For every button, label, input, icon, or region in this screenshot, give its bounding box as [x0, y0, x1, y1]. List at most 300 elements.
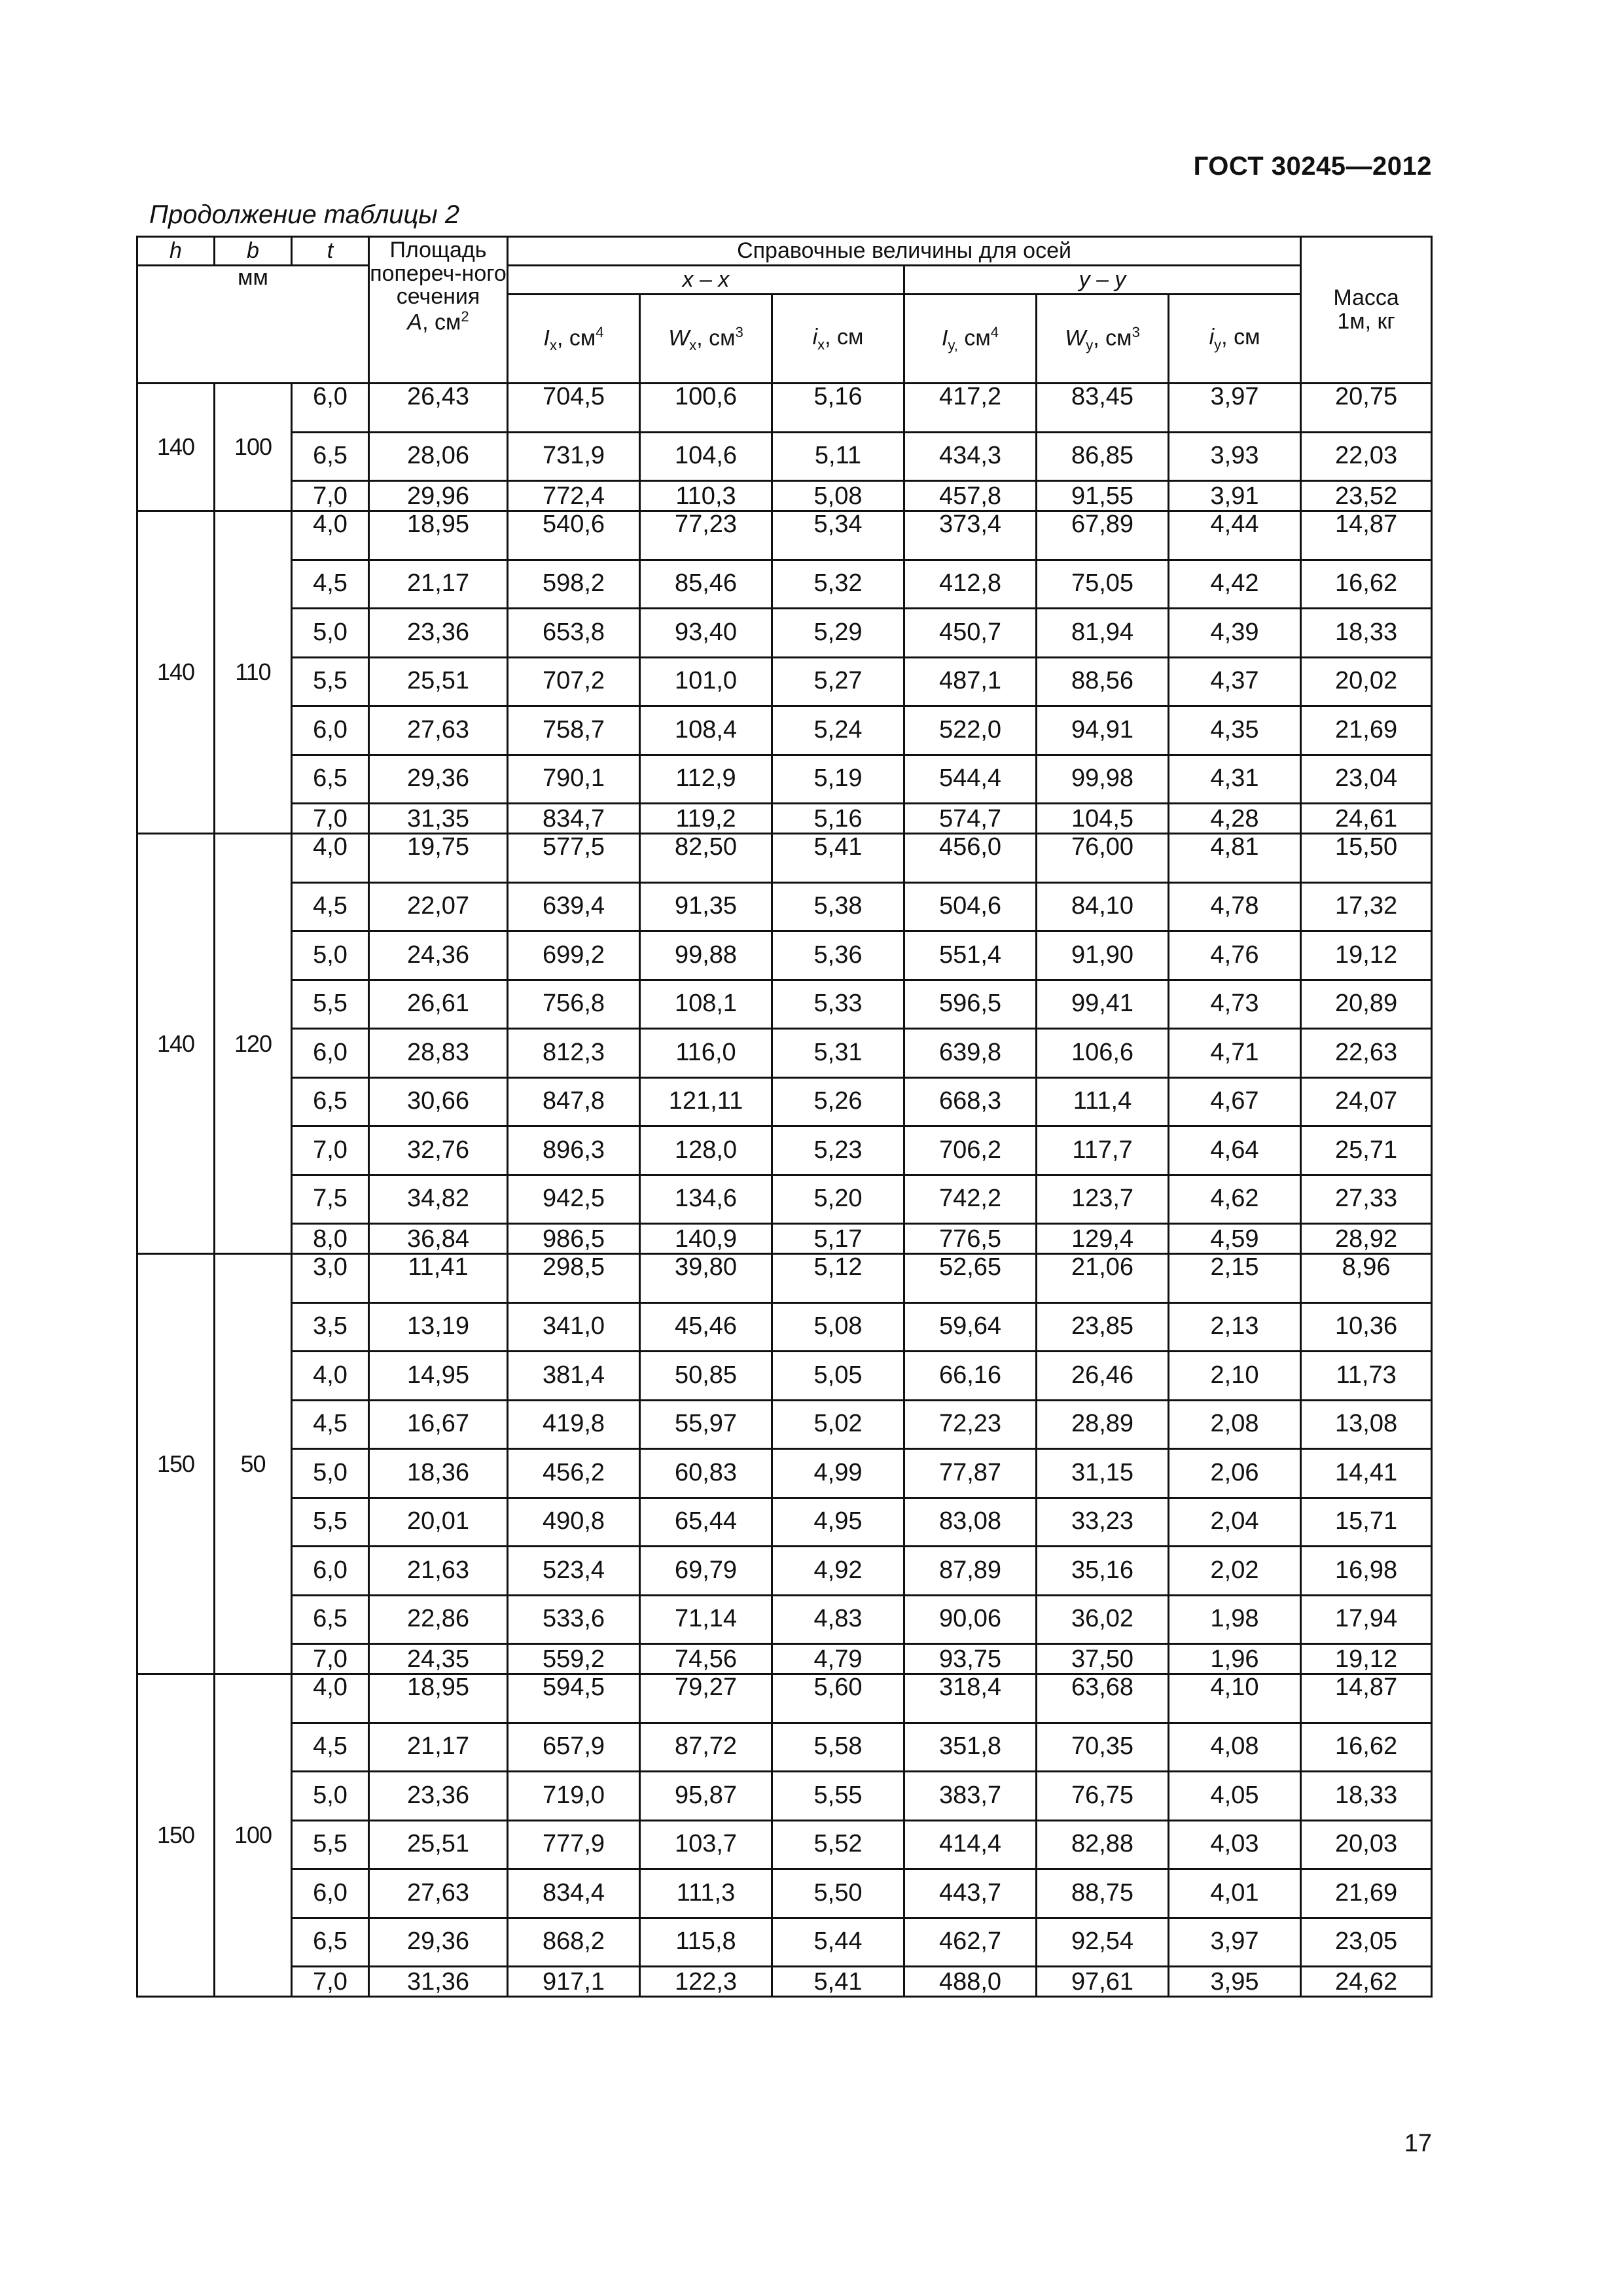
cell-t: 6,5: [292, 755, 369, 804]
cell-t: 4,0: [292, 834, 369, 883]
cell-mass: 19,12: [1301, 931, 1432, 980]
cell-h: 140: [137, 511, 215, 834]
cell-t: 4,5: [292, 1400, 369, 1449]
ix-symbol: I: [543, 325, 550, 351]
cell-wy: 67,89: [1037, 511, 1169, 560]
cell-rx: 5,44: [772, 1918, 904, 1967]
table-row: [137, 1723, 1432, 1772]
table-row: [137, 1302, 1432, 1352]
cell-area: 29,96: [369, 481, 508, 511]
cell-ix: 719,0: [508, 1772, 640, 1821]
cell-ry: 4,31: [1169, 755, 1301, 804]
table-row: [137, 1674, 1432, 1723]
cell-t: 3,5: [292, 1302, 369, 1352]
cell-rx: 4,79: [772, 1644, 904, 1674]
ry-symbol: i: [1209, 324, 1215, 350]
cell-iy: 742,2: [904, 1175, 1037, 1224]
cell-ry: 4,76: [1169, 931, 1301, 980]
cell-ry: 4,39: [1169, 609, 1301, 658]
cell-t: 6,0: [292, 384, 369, 433]
table-row: [137, 1595, 1432, 1644]
cell-t: 6,0: [292, 1029, 369, 1078]
cell-ry: 1,96: [1169, 1644, 1301, 1674]
cell-wy: 82,88: [1037, 1820, 1169, 1869]
cell-rx: 5,38: [772, 882, 904, 931]
cell-wy: 70,35: [1037, 1723, 1169, 1772]
cell-mass: 18,33: [1301, 609, 1432, 658]
cell-ix: 756,8: [508, 980, 640, 1029]
cell-mass: 18,33: [1301, 1772, 1432, 1821]
table-row: [137, 1498, 1432, 1547]
cell-area: 26,61: [369, 980, 508, 1029]
cell-t: 4,0: [292, 1352, 369, 1401]
cell-wx: 71,14: [640, 1595, 772, 1644]
cell-mass: 16,62: [1301, 560, 1432, 609]
cell-h: 150: [137, 1674, 215, 1997]
cell-area: 24,35: [369, 1644, 508, 1674]
ry-subscript: y: [1214, 336, 1222, 353]
cell-wx: 79,27: [640, 1674, 772, 1723]
table-caption: Продолжение таблицы 2: [149, 200, 460, 229]
cell-wy: 106,6: [1037, 1029, 1169, 1078]
cell-rx: 5,33: [772, 980, 904, 1029]
cell-rx: 4,99: [772, 1449, 904, 1498]
cell-mass: 14,87: [1301, 1674, 1432, 1723]
cell-area: 18,95: [369, 511, 508, 560]
cell-t: 7,0: [292, 1126, 369, 1175]
cell-wx: 87,72: [640, 1723, 772, 1772]
cell-rx: 5,16: [772, 804, 904, 834]
unit-mm-header: мм: [137, 266, 369, 384]
cell-t: 5,5: [292, 1820, 369, 1869]
cell-t: 7,5: [292, 1175, 369, 1224]
cell-wx: 55,97: [640, 1400, 772, 1449]
cell-wy: 36,02: [1037, 1595, 1169, 1644]
cell-ry: 4,59: [1169, 1224, 1301, 1254]
iy-exponent: 4: [990, 323, 999, 340]
cell-iy: 90,06: [904, 1595, 1037, 1644]
cell-t: 5,0: [292, 1449, 369, 1498]
cell-ry: 2,15: [1169, 1254, 1301, 1303]
cell-wx: 140,9: [640, 1224, 772, 1254]
cell-rx: 4,83: [772, 1595, 904, 1644]
cell-ix: 942,5: [508, 1175, 640, 1224]
cell-ix: 834,4: [508, 1869, 640, 1918]
axis-x-header: x – x: [508, 266, 904, 295]
cell-ix: 758,7: [508, 706, 640, 755]
table-row: [137, 1126, 1432, 1175]
cell-area: 19,75: [369, 834, 508, 883]
cell-wy: 99,98: [1037, 755, 1169, 804]
cell-wx: 99,88: [640, 931, 772, 980]
cell-rx: 5,17: [772, 1224, 904, 1254]
cell-ix: 298,5: [508, 1254, 640, 1303]
cell-wx: 95,87: [640, 1772, 772, 1821]
cell-iy: 383,7: [904, 1772, 1037, 1821]
cell-mass: 23,04: [1301, 755, 1432, 804]
iy-symbol: I: [941, 325, 948, 351]
cell-iy: 434,3: [904, 432, 1037, 481]
cell-h: 150: [137, 1254, 215, 1674]
cell-wy: 76,75: [1037, 1772, 1169, 1821]
cell-ix: 772,4: [508, 481, 640, 511]
cell-wx: 60,83: [640, 1449, 772, 1498]
cell-wy: 21,06: [1037, 1254, 1169, 1303]
area-symbol: A: [407, 310, 423, 335]
cell-b: 120: [215, 834, 292, 1254]
cell-rx: 5,16: [772, 384, 904, 433]
cell-area: 20,01: [369, 1498, 508, 1547]
table-row: [137, 1820, 1432, 1869]
cell-mass: 10,36: [1301, 1302, 1432, 1352]
cell-wy: 35,16: [1037, 1547, 1169, 1596]
cell-b: 100: [215, 384, 292, 511]
area-exponent: 2: [461, 308, 469, 325]
table-row: [137, 1772, 1432, 1821]
cell-ry: 2,08: [1169, 1400, 1301, 1449]
cell-area: 29,36: [369, 1918, 508, 1967]
cell-ry: 4,71: [1169, 1029, 1301, 1078]
cell-ry: 4,37: [1169, 657, 1301, 706]
table-row: [137, 384, 1432, 433]
cell-iy: 52,65: [904, 1254, 1037, 1303]
cell-ry: 2,02: [1169, 1547, 1301, 1596]
cell-t: 5,5: [292, 1498, 369, 1547]
cell-ix: 657,9: [508, 1723, 640, 1772]
cell-t: 5,5: [292, 657, 369, 706]
cell-area: 23,36: [369, 1772, 508, 1821]
cell-mass: 15,71: [1301, 1498, 1432, 1547]
cell-ix: 704,5: [508, 384, 640, 433]
cell-iy: 504,6: [904, 882, 1037, 931]
wx-exponent: 3: [735, 323, 743, 340]
cell-t: 5,0: [292, 931, 369, 980]
cell-iy: 417,2: [904, 384, 1037, 433]
cell-h: 140: [137, 384, 215, 511]
cell-iy: 414,4: [904, 1820, 1037, 1869]
cell-iy: 66,16: [904, 1352, 1037, 1401]
cell-wx: 112,9: [640, 755, 772, 804]
cell-mass: 25,71: [1301, 1126, 1432, 1175]
iy-unit: см: [957, 325, 991, 351]
cell-rx: 5,11: [772, 432, 904, 481]
cell-wx: 65,44: [640, 1498, 772, 1547]
cell-ry: 4,81: [1169, 834, 1301, 883]
table-row: [137, 1224, 1432, 1254]
cell-wy: 91,90: [1037, 931, 1169, 980]
cell-mass: 17,94: [1301, 1595, 1432, 1644]
cell-mass: 24,61: [1301, 804, 1432, 834]
cell-wx: 91,35: [640, 882, 772, 931]
cell-wy: 23,85: [1037, 1302, 1169, 1352]
cell-wx: 104,6: [640, 432, 772, 481]
cell-ix: 790,1: [508, 755, 640, 804]
cell-area: 27,63: [369, 706, 508, 755]
cell-ry: 4,44: [1169, 511, 1301, 560]
cell-rx: 5,58: [772, 1723, 904, 1772]
cell-rx: 5,32: [772, 560, 904, 609]
cell-t: 5,5: [292, 980, 369, 1029]
cell-area: 22,07: [369, 882, 508, 931]
cell-mass: 17,32: [1301, 882, 1432, 931]
cell-wy: 28,89: [1037, 1400, 1169, 1449]
cell-ry: 4,42: [1169, 560, 1301, 609]
cell-ix: 896,3: [508, 1126, 640, 1175]
cell-iy: 373,4: [904, 511, 1037, 560]
cell-ry: 1,98: [1169, 1595, 1301, 1644]
cell-ix: 707,2: [508, 657, 640, 706]
cell-wy: 86,85: [1037, 432, 1169, 481]
cell-ry: 3,97: [1169, 384, 1301, 433]
cell-ix: 341,0: [508, 1302, 640, 1352]
cell-wx: 77,23: [640, 511, 772, 560]
cell-iy: 544,4: [904, 755, 1037, 804]
cell-rx: 4,92: [772, 1547, 904, 1596]
cell-wy: 129,4: [1037, 1224, 1169, 1254]
cell-mass: 20,75: [1301, 384, 1432, 433]
cell-area: 18,36: [369, 1449, 508, 1498]
cell-wx: 110,3: [640, 481, 772, 511]
cell-rx: 4,95: [772, 1498, 904, 1547]
cell-t: 6,0: [292, 1869, 369, 1918]
cell-mass: 19,12: [1301, 1644, 1432, 1674]
cell-ry: 2,04: [1169, 1498, 1301, 1547]
table-row: [137, 1869, 1432, 1918]
cell-rx: 5,60: [772, 1674, 904, 1723]
cell-ix: 598,2: [508, 560, 640, 609]
cell-ry: 3,93: [1169, 432, 1301, 481]
cell-area: 31,35: [369, 804, 508, 834]
cell-wx: 108,4: [640, 706, 772, 755]
table-row: [137, 511, 1432, 560]
cell-area: 22,86: [369, 1595, 508, 1644]
cell-t: 6,5: [292, 1595, 369, 1644]
cell-area: 24,36: [369, 931, 508, 980]
cell-iy: 668,3: [904, 1077, 1037, 1126]
cell-mass: 14,41: [1301, 1449, 1432, 1498]
cell-wx: 122,3: [640, 1967, 772, 1997]
cell-area: 21,17: [369, 1723, 508, 1772]
cell-wx: 108,1: [640, 980, 772, 1029]
cell-wy: 91,55: [1037, 481, 1169, 511]
ix-exponent: 4: [596, 323, 604, 340]
cell-rx: 5,12: [772, 1254, 904, 1303]
cell-ix: 847,8: [508, 1077, 640, 1126]
cell-area: 28,83: [369, 1029, 508, 1078]
cell-wx: 116,0: [640, 1029, 772, 1078]
cell-rx: 5,27: [772, 657, 904, 706]
cell-mass: 21,69: [1301, 1869, 1432, 1918]
table-row: [137, 834, 1432, 883]
cell-wy: 75,05: [1037, 560, 1169, 609]
cell-wy: 81,94: [1037, 609, 1169, 658]
cell-t: 5,0: [292, 1772, 369, 1821]
cell-t: 3,0: [292, 1254, 369, 1303]
cell-ix: 577,5: [508, 834, 640, 883]
axis-y-header: y – y: [904, 266, 1301, 295]
cell-area: 26,43: [369, 384, 508, 433]
cell-wy: 83,45: [1037, 384, 1169, 433]
wx-subscript: x: [689, 337, 697, 354]
cell-area: 25,51: [369, 657, 508, 706]
ix-subscript: x: [549, 337, 557, 354]
table-row: [137, 882, 1432, 931]
wy-subscript: y: [1086, 337, 1094, 354]
cell-mass: 24,62: [1301, 1967, 1432, 1997]
cell-t: 6,5: [292, 1918, 369, 1967]
cell-ry: 4,10: [1169, 1674, 1301, 1723]
cell-mass: 8,96: [1301, 1254, 1432, 1303]
cell-iy: 457,8: [904, 481, 1037, 511]
cell-wy: 97,61: [1037, 1967, 1169, 1997]
table-row: [137, 755, 1432, 804]
cell-ry: 2,06: [1169, 1449, 1301, 1498]
cell-iy: 59,64: [904, 1302, 1037, 1352]
cell-wx: 115,8: [640, 1918, 772, 1967]
cell-area: 13,19: [369, 1302, 508, 1352]
cell-rx: 5,24: [772, 706, 904, 755]
cell-wx: 82,50: [640, 834, 772, 883]
wy-header: [1037, 295, 1169, 384]
cell-t: 7,0: [292, 1967, 369, 1997]
table-row: [137, 560, 1432, 609]
cell-ry: 2,10: [1169, 1352, 1301, 1401]
cell-ix: 533,6: [508, 1595, 640, 1644]
cell-t: 4,5: [292, 560, 369, 609]
ry-header: [1169, 295, 1301, 384]
cell-mass: 13,08: [1301, 1400, 1432, 1449]
table-row: [137, 481, 1432, 511]
cell-iy: 450,7: [904, 609, 1037, 658]
table-header: [137, 237, 1432, 384]
cell-iy: 318,4: [904, 1674, 1037, 1723]
iy-subscript: y,: [948, 337, 958, 354]
rx-symbol: i: [812, 324, 818, 350]
table-body: [137, 384, 1432, 1997]
cell-ry: 4,08: [1169, 1723, 1301, 1772]
cell-wy: 63,68: [1037, 1674, 1169, 1723]
ry-unit: , см: [1221, 324, 1260, 350]
cell-t: 7,0: [292, 1644, 369, 1674]
cell-t: 5,0: [292, 609, 369, 658]
cell-area: 31,36: [369, 1967, 508, 1997]
cell-wx: 111,3: [640, 1869, 772, 1918]
wx-header: [640, 295, 772, 384]
cell-b: 50: [215, 1254, 292, 1674]
cell-area: 28,06: [369, 432, 508, 481]
cell-ix: 456,2: [508, 1449, 640, 1498]
cell-area: 18,95: [369, 1674, 508, 1723]
cell-mass: 24,07: [1301, 1077, 1432, 1126]
cell-area: 21,17: [369, 560, 508, 609]
page-number: 17: [1404, 2130, 1432, 2157]
cell-wx: 103,7: [640, 1820, 772, 1869]
cell-ix: 834,7: [508, 804, 640, 834]
cell-ix: 917,1: [508, 1967, 640, 1997]
ix-unit: , см: [556, 325, 596, 351]
cell-wy: 26,46: [1037, 1352, 1169, 1401]
cell-iy: 87,89: [904, 1547, 1037, 1596]
cell-iy: 639,8: [904, 1029, 1037, 1078]
cell-wy: 94,91: [1037, 706, 1169, 755]
table-row: [137, 931, 1432, 980]
cell-iy: 456,0: [904, 834, 1037, 883]
cell-mass: 28,92: [1301, 1224, 1432, 1254]
cell-rx: 5,31: [772, 1029, 904, 1078]
cell-ix: 559,2: [508, 1644, 640, 1674]
cell-ix: 490,8: [508, 1498, 640, 1547]
area-label: Площадь попереч-ного сечения: [370, 238, 507, 310]
cell-ix: 777,9: [508, 1820, 640, 1869]
cell-mass: 20,03: [1301, 1820, 1432, 1869]
cell-wx: 119,2: [640, 804, 772, 834]
cell-wx: 74,56: [640, 1644, 772, 1674]
cell-area: 16,67: [369, 1400, 508, 1449]
wy-symbol: W: [1065, 325, 1086, 351]
table-row: [137, 657, 1432, 706]
cell-iy: 574,7: [904, 804, 1037, 834]
wy-unit: , см: [1093, 325, 1132, 351]
cell-ry: 3,95: [1169, 1967, 1301, 1997]
cell-ix: 381,4: [508, 1352, 640, 1401]
cell-rx: 5,52: [772, 1820, 904, 1869]
table-row: [137, 1254, 1432, 1303]
cell-area: 34,82: [369, 1175, 508, 1224]
table-row: [137, 1175, 1432, 1224]
col-b-header: b: [215, 237, 292, 266]
cell-ry: 3,97: [1169, 1918, 1301, 1967]
rx-unit: , см: [825, 324, 864, 350]
cell-mass: 16,62: [1301, 1723, 1432, 1772]
cell-wy: 111,4: [1037, 1077, 1169, 1126]
cell-mass: 16,98: [1301, 1547, 1432, 1596]
cell-mass: 15,50: [1301, 834, 1432, 883]
rx-header: [772, 295, 904, 384]
cell-t: 6,0: [292, 706, 369, 755]
cell-rx: 5,19: [772, 755, 904, 804]
cell-ix: 986,5: [508, 1224, 640, 1254]
cell-rx: 5,55: [772, 1772, 904, 1821]
cell-mass: 22,63: [1301, 1029, 1432, 1078]
cell-iy: 83,08: [904, 1498, 1037, 1547]
cell-area: 14,95: [369, 1352, 508, 1401]
cell-ry: 3,91: [1169, 481, 1301, 511]
cell-area: 27,63: [369, 1869, 508, 1918]
cell-t: 4,0: [292, 1674, 369, 1723]
cell-iy: 488,0: [904, 1967, 1037, 1997]
cell-rx: 5,41: [772, 1967, 904, 1997]
cell-b: 110: [215, 511, 292, 834]
cell-iy: 412,8: [904, 560, 1037, 609]
cell-ry: 4,05: [1169, 1772, 1301, 1821]
cell-mass: 23,05: [1301, 1918, 1432, 1967]
col-h-header: h: [137, 237, 215, 266]
cell-wy: 99,41: [1037, 980, 1169, 1029]
col-t-header: t: [292, 237, 369, 266]
cell-wy: 88,56: [1037, 657, 1169, 706]
cell-wy: 31,15: [1037, 1449, 1169, 1498]
reference-values-header: Справочные величины для осей: [508, 237, 1301, 266]
cell-ix: 812,3: [508, 1029, 640, 1078]
cell-wy: 76,00: [1037, 834, 1169, 883]
cell-t: 4,5: [292, 882, 369, 931]
cell-mass: 27,33: [1301, 1175, 1432, 1224]
cell-wx: 39,80: [640, 1254, 772, 1303]
table-row: [137, 1967, 1432, 1997]
cell-wx: 128,0: [640, 1126, 772, 1175]
cell-wy: 84,10: [1037, 882, 1169, 931]
cell-ry: 4,78: [1169, 882, 1301, 931]
